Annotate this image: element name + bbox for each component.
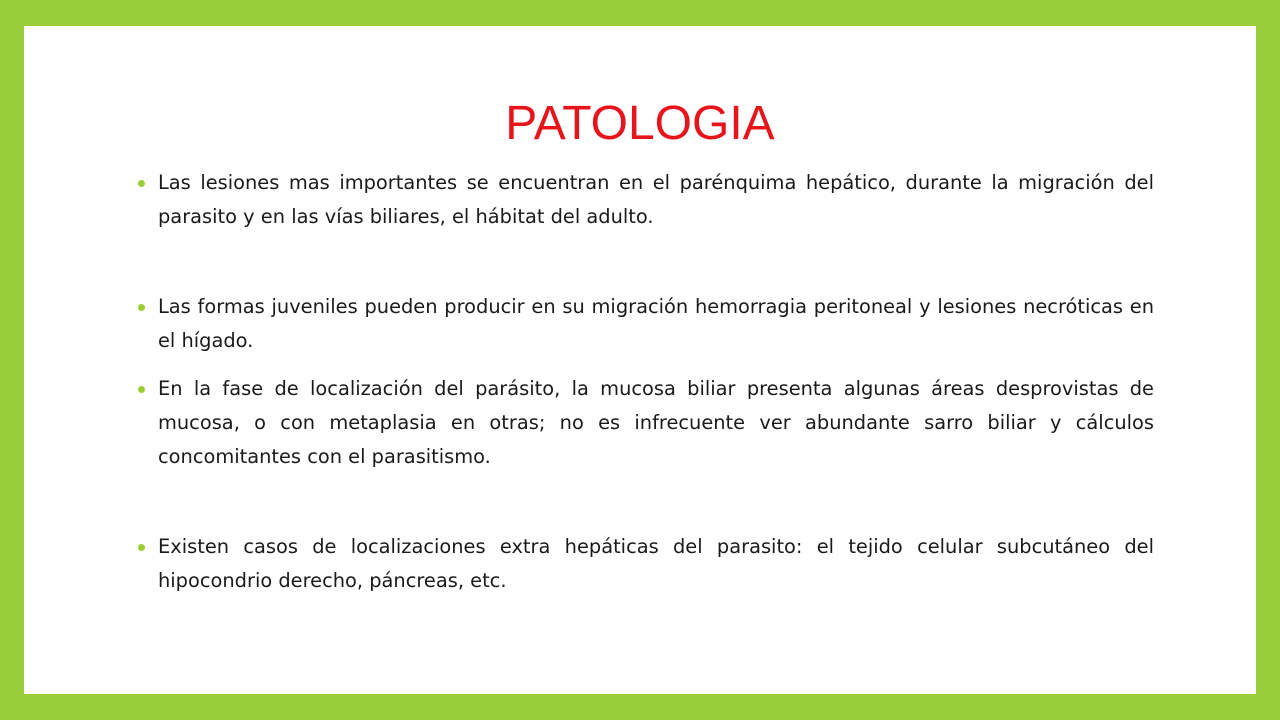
slide: [24, 26, 1256, 694]
bullet-dot-icon: [138, 544, 145, 551]
bullet-item: [137, 166, 1154, 234]
bullet-text: En la fase de localización del parásito, la mucosa biliar presenta algunas áreas desprovistas de mucosa, o con metaplasia en otras; no es infrecuente ver abundante sarro biliar y cálculos concomitantes con el parasitismo.: [158, 377, 1154, 468]
bullet-item: [137, 290, 1154, 358]
bullet-text: Las formas juveniles pueden producir en su migración hemorragia peritoneal y lesiones necróticas en el hígado.: [158, 295, 1154, 352]
bullet-text: Existen casos de localizaciones extra hepáticas del parasito: el tejido celular subcutáneo del hipocondrio derecho, páncreas, etc.: [158, 535, 1154, 592]
bullet-list: [137, 166, 1154, 598]
bullet-item: [137, 372, 1154, 474]
bullet-dot-icon: [138, 386, 145, 393]
bullet-dot-icon: [138, 304, 145, 311]
slide-title: PATOLOGIA: [505, 97, 775, 150]
bullet-text: Las lesiones mas importantes se encuentran en el parénquima hepático, durante la migración del parasito y en las vías biliares, el hábitat del adulto.: [158, 171, 1154, 228]
bullet-dot-icon: [138, 180, 145, 187]
bullet-item: [137, 530, 1154, 598]
